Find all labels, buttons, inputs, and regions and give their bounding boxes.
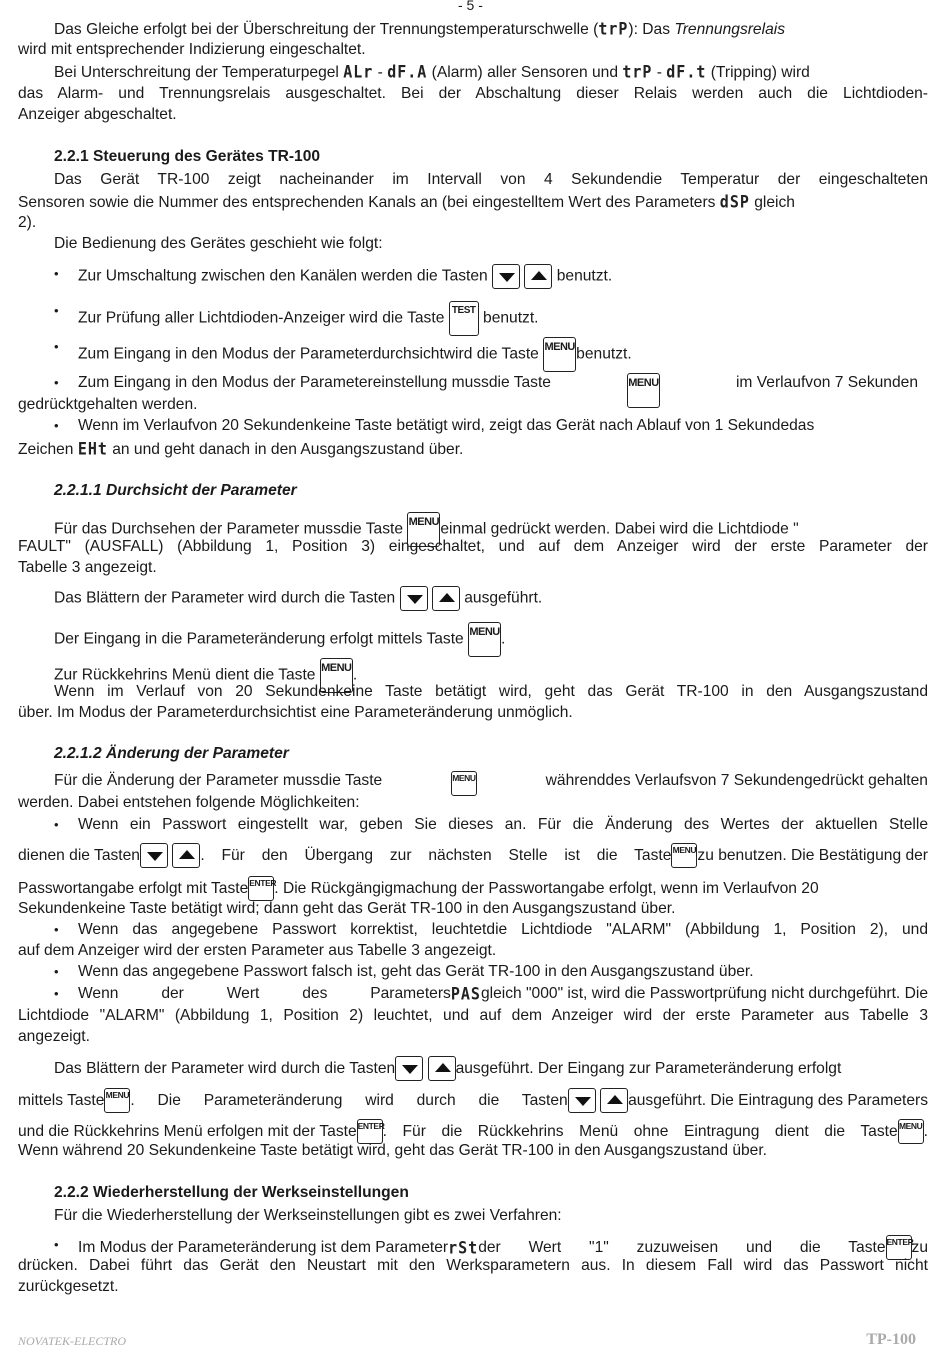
text: Das Gleiche erfolgt bei der Überschreitung der Trennungstemperaturschwelle ( [54,21,599,38]
menu-key-icon: MENU [451,771,477,796]
text: . [352,666,358,684]
text: - [652,64,667,81]
s221-line-3: 2). [18,214,37,231]
test-key-icon: TEST [449,301,479,336]
text: benutzt. [478,309,539,327]
lcd-pas: PAS [450,984,481,1004]
menu-key-icon: MENU [543,337,576,372]
intro-line-3 [54,62,810,83]
text: Trennungsrelais [674,21,785,38]
lcd-ext: EHt [77,439,108,459]
text: zu [911,1238,928,1256]
text: . [923,1122,928,1140]
s2211-line-3: Tabelle 3 angezeigt. [18,559,157,576]
footer-brand: NOVATEK-ELECTRO [18,1334,127,1348]
menu-key-icon: MENU [104,1088,130,1113]
text: - [373,64,388,81]
lcd-dfa: dF.A [387,62,428,82]
s2212-bullet-1-cont-3: Sekundenkeine Taste betätigt wird; dann geht das Gerät TR-100 in den Ausgangszustand über. [18,900,676,917]
s2211-line-5 [54,622,505,657]
s2211-line-2: FAULT" (AUSFALL) (Abbildung 1, Position 3) eingeschaltet, und auf dem Anzeiger wird der erste Parameter der [18,538,928,555]
s222-bullet-1-cont-1: drücken. Dabei führt das Gerät den Neustart mit den Werksparametern aus. In diesem Fall wird das Passwort nicht [18,1257,928,1274]
enter-key-icon: ENTER [357,1119,383,1144]
down-key-icon [400,586,428,611]
section-heading-2-2-1: 2.2.1 Steuerung des Gerätes TR-100 [54,148,321,165]
text: . [501,630,506,648]
text: benutzt. [576,345,632,363]
section-heading-2-2-1-1: 2.2.1.1 Durchsicht der Parameter [54,482,297,499]
intro-line-2: wird mit entsprechender Indizierung eingeschaltet. [18,41,366,58]
bullet-text: Wenn das angegebene Passwort falsch ist, geht das Gerät TR-100 in den Ausgangszustand über. [78,963,754,980]
bullet-text [78,373,918,408]
menu-key-icon: MENU [671,843,697,868]
down-key-icon [568,1088,596,1113]
lcd-dft: dF.t [666,62,707,82]
text: Für die Änderung der Parameter mussdie Taste [54,772,383,789]
up-key-icon [428,1056,456,1081]
text: Zum Eingang in den Modus der Parametereinstellung mussdie Taste [78,374,551,391]
bullet-text [78,984,928,1004]
menu-key-icon: MENU [898,1119,924,1144]
text: und die Rückkehrins Menü erfolgen mit der Taste [18,1122,357,1140]
lcd-rst: rSt [448,1237,479,1258]
menu-key-icon: MENU [407,512,440,547]
section-heading-2-2-2: 2.2.2 Wiederherstellung der Werkseinstellungen [54,1184,409,1201]
s2212-bullet-1-cont-2 [18,876,928,901]
text: . Die Rückgängigmachung der Passwortangabe erfolgt, wenn im Verlaufvon 20 [274,879,819,897]
s2212-line-2: werden. Dabei entstehen folgende Möglichkeiten: [18,794,360,811]
s2211-line-4 [54,586,542,611]
footer-model: TP-100 [866,1331,916,1348]
text: . Für die Rückkehrins Menü ohne Eintragung dient die Taste [382,1122,898,1140]
text: der Wert "1" zuzuweisen und die Taste [478,1238,886,1256]
text: Das Blättern der Parameter wird durch die Tasten [54,589,400,607]
text: gleich "000" ist, wird die Passwortprüfung nicht durchgeführt. Die [480,985,928,1002]
text: einmal gedrückt werden. Dabei wird die Lichtdiode " [440,520,799,538]
text: zu benutzen. Die Bestätigung der [697,846,928,864]
s222-line-1: Für die Wiederherstellung der Werkseinstellungen gibt es zwei Verfahren: [54,1207,562,1224]
bullet-text [78,337,632,372]
menu-key-icon: MENU [320,658,353,693]
intro-line-1 [54,19,785,40]
s221-bullet-5-cont [18,439,463,460]
text: Das Blättern der Parameter wird durch die Tasten [54,1059,396,1077]
lcd-trp: trP [598,19,629,39]
s2212-line-4 [18,1088,928,1113]
bullet-text: Wenn das angegebene Passwort korrektist, leuchtetdie Lichtdiode "ALARM" (Abbildung 1, Position 2), und [78,921,928,938]
up-key-icon [172,843,200,868]
text: Zur Umschaltung zwischen den Kanälen werden die Tasten [78,267,493,285]
lcd-dsp: dSP [719,192,750,212]
s2212-bullet-4-cont-1: Lichtdiode "ALARM" (Abbildung 1, Position 2) leuchtet, und auf dem Anzeiger wird der erste Parameter aus Tabelle 3 [18,1007,928,1024]
text: Für das Durchsehen der Parameter mussdie Taste [54,520,408,538]
intro-line-5: Anzeiger abgeschaltet. [18,106,177,123]
text: ausgeführt. Die Eintragung des Parameters [628,1091,928,1109]
s221-line-1: Das Gerät TR-100 zeigt nacheinander im Intervall von 4 Sekundendie Temperatur der eingeschalteten [54,171,928,188]
text: ): Das [628,21,675,38]
up-key-icon [524,264,552,289]
enter-key-icon: ENTER [886,1235,912,1260]
intro-line-4: das Alarm- und Trennungsrelais ausgeschaltet. Bei der Abschaltung dieser Relais werden auch die Lichtdioden- [18,85,928,102]
text: Sensoren sowie die Nummer des entsprechenden Kanals an (bei eingestelltem Wert des Parameters [18,194,720,211]
bullet-text: Wenn im Verlaufvon 20 Sekundenkeine Taste betätigt wird, zeigt das Gerät nach Ablauf von 1 Sekundedas [78,417,815,434]
text: dienen die Tasten [18,846,140,864]
lcd-trp: trP [622,62,653,82]
lcd-alr: ALr [343,62,374,82]
text: Der Eingang in die Parameteränderung erfolgt mittels Taste [54,630,469,648]
s221-line-4: Die Bedienung des Gerätes geschieht wie folgt: [54,235,383,252]
text: gleich [749,194,795,211]
text: mittels Taste [18,1091,105,1109]
text: Zum Eingang in den Modus der Parameterdurchsichtwird die Taste [78,345,544,363]
text: Bei Unterschreitung der Temperaturpegel [54,64,344,81]
text: (Alarm) aller Sensoren und [427,64,623,81]
s221-line-2 [18,192,795,213]
text: Zur Prüfung aller Lichtdioden-Anzeiger wird die Taste [78,309,449,327]
down-key-icon [395,1056,423,1081]
s2211-line-8: über. Im Modus der Parameterdurchsichtist eine Parameteränderung unmöglich. [18,704,573,721]
enter-key-icon: ENTER [248,876,274,901]
text: im Verlaufvon 7 Sekunden [735,374,918,391]
text: währenddes Verlaufsvon 7 Sekundengedrückt gehalten [545,772,928,789]
s2211-line-7: Wenn im Verlauf von 20 Sekundenkeine Taste betätigt wird, geht das Gerät TR-100 in den Ausgangszustand [54,683,928,700]
s2212-bullet-2-cont: auf dem Anzeiger wird der ersten Parameter aus Tabelle 3 angezeigt. [18,942,497,959]
bullet-text [78,301,539,336]
text: Passwortangabe erfolgt mit Taste [18,879,249,897]
section-heading-2-2-1-2: 2.2.1.2 Änderung der Parameter [54,745,289,762]
text: (Tripping) wird [706,64,810,81]
up-key-icon [600,1088,628,1113]
bullet-text [78,264,612,289]
text: Wenn der Wert des Parameters [78,985,451,1002]
text: . Die Parameteränderung wird durch die Tasten [130,1091,568,1109]
text: an und geht danach in den Ausgangszustand über. [107,441,464,458]
menu-key-icon: MENU [627,373,660,408]
text: . Für den Übergang zur nächsten Stelle ist die Taste [200,846,672,864]
s2212-line-6: Wenn während 20 Sekundenkeine Taste betätigt wird, geht das Gerät TR-100 in den Ausgangszustand über. [18,1142,768,1159]
text: ausgeführt. [459,589,543,607]
s221-bullet-4-cont: gedrücktgehalten werden. [18,396,198,413]
s2212-line-3 [54,1056,928,1081]
bullet-text: Wenn ein Passwort eingestellt war, geben Sie dieses an. Für die Änderung des Wertes der aktuellen Stelle [78,816,928,833]
text: Im Modus der Parameteränderung ist dem Parameter [78,1238,449,1256]
menu-key-icon: MENU [468,622,501,657]
page-number: - 5 - [458,0,483,13]
text: benutzt. [552,267,613,285]
text: Zur Rückkehrins Menü dient die Taste [54,666,320,684]
s2212-bullet-1-cont-1 [18,843,928,868]
text: Zeichen [18,441,78,458]
s222-bullet-1-cont-2: zurückgesetzt. [18,1278,119,1295]
down-key-icon [492,264,520,289]
text: ausgeführt. Der Eingang zur Parameteränderung erfolgt [455,1059,842,1077]
down-key-icon [140,843,168,868]
up-key-icon [432,586,460,611]
s2212-bullet-4-cont-2: angezeigt. [18,1028,90,1045]
